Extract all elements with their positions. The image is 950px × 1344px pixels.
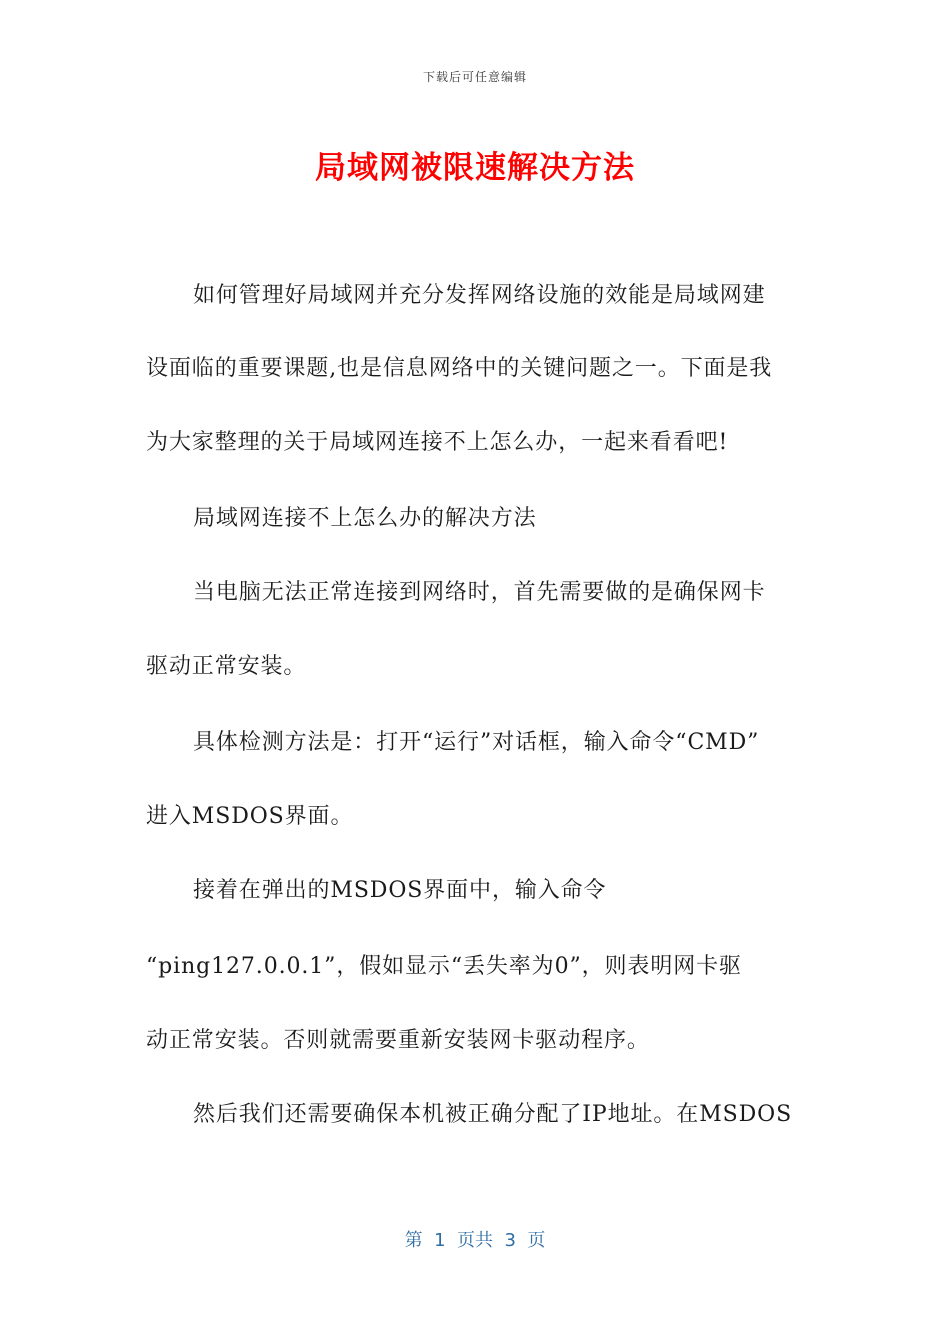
section-heading-line: 局域网连接不上怎么办的解决方法 bbox=[193, 506, 537, 531]
paragraph-line: 设面临的重要课题,也是信息网络中的关键问题之一。下面是我 bbox=[146, 356, 773, 381]
paragraph-line: 如何管理好局域网并充分发挥网络设施的效能是局域网建 bbox=[193, 283, 766, 308]
document-title: 局域网被限速解决方法 bbox=[315, 150, 635, 186]
paragraph-line: 为大家整理的关于局域网连接不上怎么办，一起来看看吧! bbox=[146, 430, 729, 455]
paragraph-line: 然后我们还需要确保本机被正确分配了IP地址。在MSDOS bbox=[193, 1102, 793, 1127]
paragraph-line: 接着在弹出的MSDOS界面中，输入命令 bbox=[193, 878, 607, 903]
paragraph-line: “ping127.0.0.1”，假如显示“丢失率为0”，则表明网卡驱 bbox=[146, 954, 742, 979]
paragraph-line: 驱动正常安装。 bbox=[146, 654, 307, 679]
header-note: 下载后可任意编辑 bbox=[422, 70, 527, 84]
page-number-footer: 第 1 页共 3 页 bbox=[404, 1230, 546, 1251]
paragraph-line: 当电脑无法正常连接到网络时，首先需要做的是确保网卡 bbox=[193, 580, 766, 605]
paragraph-line: 进入MSDOS界面。 bbox=[146, 804, 354, 829]
paragraph-line: 动正常安装。否则就需要重新安装网卡驱动程序。 bbox=[146, 1028, 650, 1053]
paragraph-line: 具体检测方法是：打开“运行”对话框，输入命令“CMD” bbox=[193, 730, 760, 755]
